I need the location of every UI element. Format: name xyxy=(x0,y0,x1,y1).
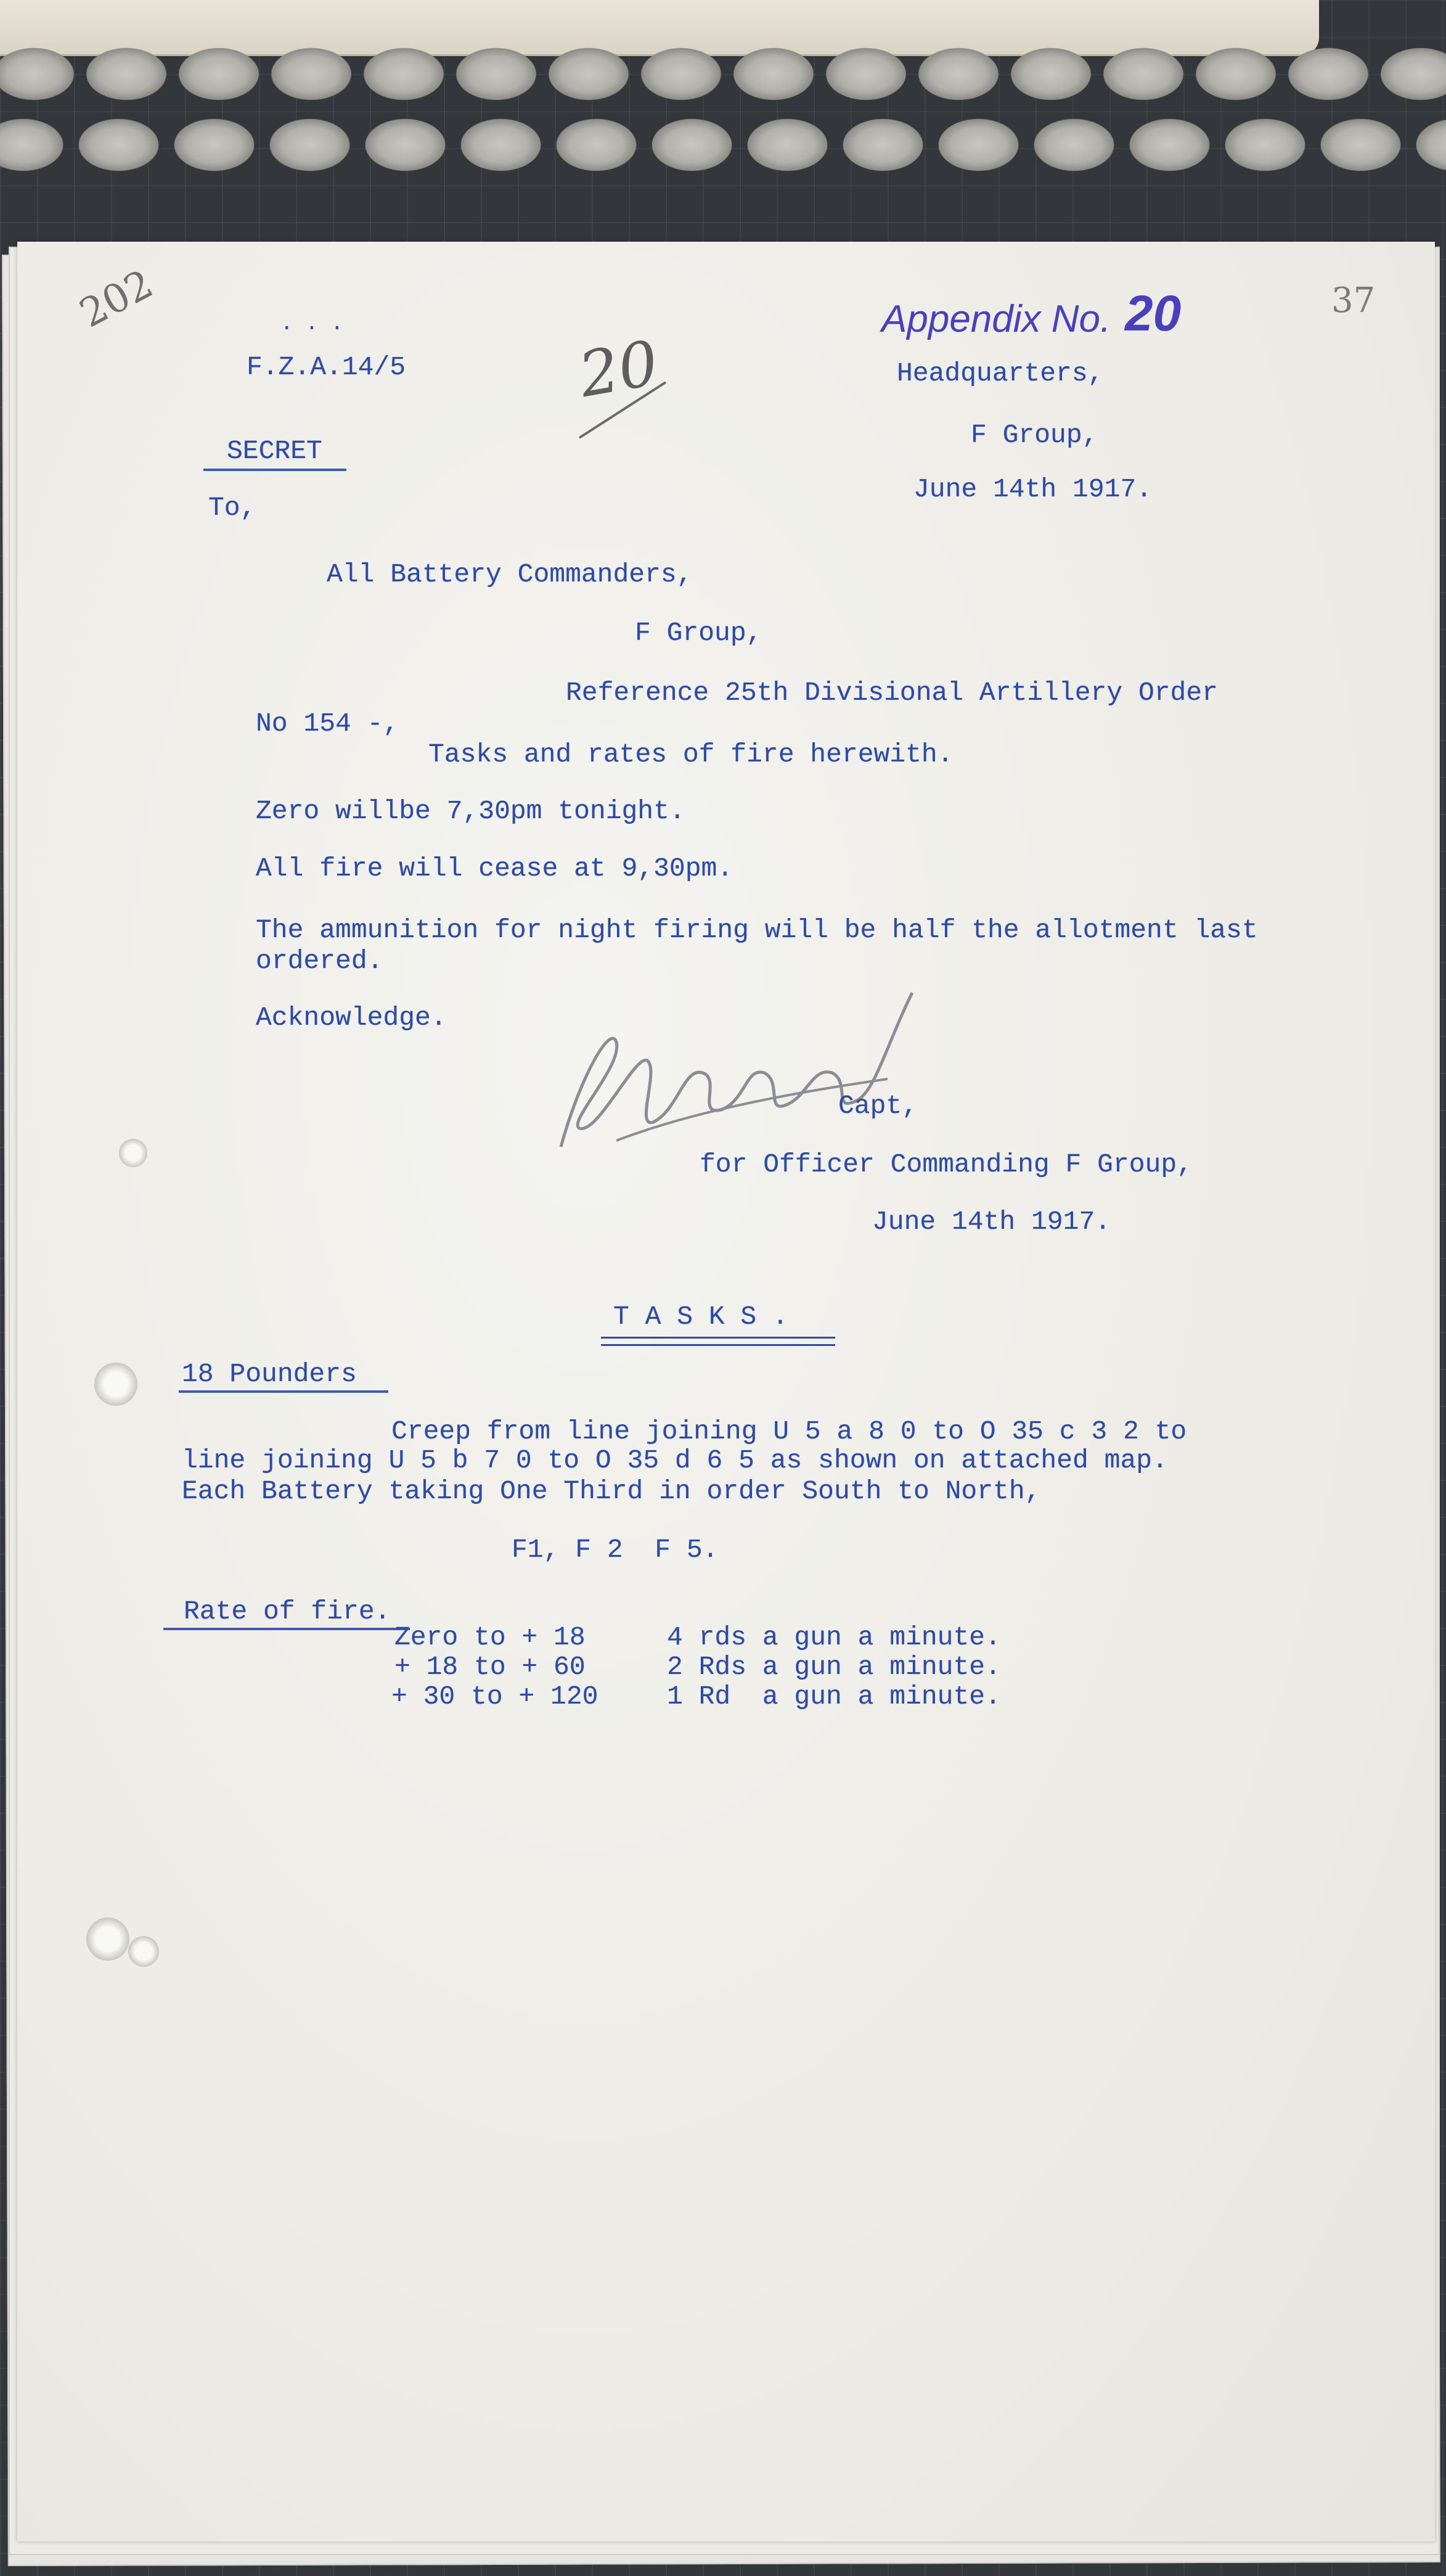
section-title: 18 Pounders xyxy=(182,1359,357,1389)
creep-line-1: Creep from line joining U 5 a 8 0 to O 35 c 3 2 to xyxy=(391,1416,1187,1446)
folio-number-right: 37 xyxy=(1331,281,1376,321)
signature-date: June 14th 1917. xyxy=(872,1207,1111,1237)
zero-line: Zero willbe 7,30pm tonight. xyxy=(256,796,685,826)
ammo-line-1: The ammunition for night firing will be half the allotment last xyxy=(256,915,1258,945)
reference-number: F.Z.A.14/5 xyxy=(247,352,406,382)
tasks-heading: T A S K S . xyxy=(613,1302,788,1332)
header-date: June 14th 1917. xyxy=(913,474,1153,504)
cord-binding-lower xyxy=(0,105,1446,185)
punch-hole xyxy=(94,1363,137,1406)
ref-dots: . . . xyxy=(280,313,344,336)
signature-rank: Capt, xyxy=(838,1091,918,1121)
rate-value: 1 Rd a gun a minute. xyxy=(667,1681,1001,1712)
creep-line-2: line joining U 5 b 7 0 to O 35 d 6 5 as shown on attached map. xyxy=(182,1445,1168,1475)
rate-period: + 18 to + 60 xyxy=(394,1652,586,1682)
to-line: To, xyxy=(208,493,256,523)
folio-number-left: 202 xyxy=(72,261,161,337)
punch-hole xyxy=(119,1139,147,1167)
rate-period: Zero to + 18 xyxy=(394,1622,586,1652)
tasks-heading-underline xyxy=(601,1337,835,1346)
appendix-label: Appendix No. xyxy=(881,298,1111,340)
rate-period: + 30 to + 120 xyxy=(391,1681,598,1712)
addressee-line-1: All Battery Commanders, xyxy=(327,559,693,589)
battery-list: F1, F 2 F 5. xyxy=(512,1535,719,1565)
hq-line-2: F Group, xyxy=(971,420,1098,450)
rate-value: 2 Rds a gun a minute. xyxy=(667,1652,1001,1682)
signature-scrawl xyxy=(542,968,937,1171)
rate-of-fire-underline xyxy=(163,1628,410,1630)
appendix-number: 20 xyxy=(1125,285,1182,342)
classification-underline xyxy=(203,469,346,471)
addressee-line-2: F Group, xyxy=(635,618,762,648)
rate-of-fire-title: Rate of fire. xyxy=(184,1596,391,1626)
pencil-annotation: 20 xyxy=(573,326,664,412)
punch-hole xyxy=(86,1918,129,1961)
creep-line-3: Each Battery taking One Third in order South to North, xyxy=(182,1476,1041,1506)
hq-line-1: Headquarters, xyxy=(897,358,1104,388)
rate-value: 4 rds a gun a minute. xyxy=(667,1622,1001,1652)
reference-line-1: Reference 25th Divisional Artillery Order xyxy=(566,678,1218,708)
acknowledge: Acknowledge. xyxy=(256,1003,447,1033)
tasks-line: Tasks and rates of fire herewith. xyxy=(428,739,954,769)
cease-line: All fire will cease at 9,30pm. xyxy=(256,853,733,884)
punch-hole xyxy=(128,1936,159,1967)
cord-binding xyxy=(0,37,1446,111)
ammo-line-2: ordered. xyxy=(256,946,383,976)
section-title-underline xyxy=(179,1390,388,1393)
classification: SECRET xyxy=(227,436,322,466)
pencil-stroke xyxy=(573,370,672,444)
reference-line-2: No 154 -, xyxy=(256,708,399,739)
signature-for-line: for Officer Commanding F Group, xyxy=(700,1149,1193,1179)
